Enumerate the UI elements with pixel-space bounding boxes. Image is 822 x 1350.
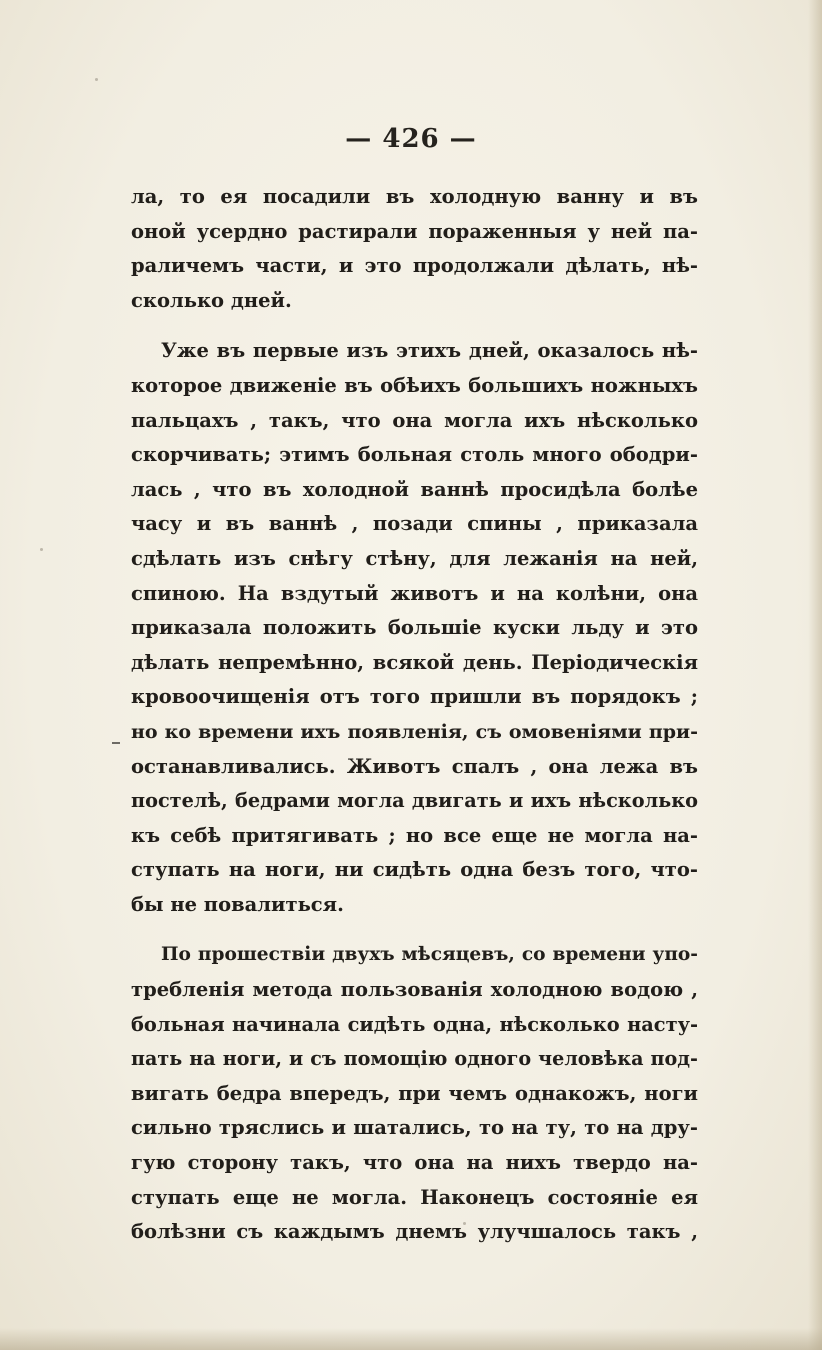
text-line: ступать на ноги, ни сидѣть одна безъ того, что-	[131, 858, 698, 882]
text-line: вигать бедра впередъ, при чемъ однакожъ, ноги	[131, 1081, 698, 1105]
text-line: бы не повалиться.	[131, 892, 344, 916]
text-line: сдѣлать изъ снѣгу стѣну, для лежанія на ней,	[131, 546, 698, 570]
paper-speck	[95, 78, 98, 81]
text-line: лась , что въ холодной ваннѣ просидѣла болѣе	[131, 477, 698, 501]
margin-mark	[112, 742, 120, 744]
text-line: къ себѣ притягивать ; но все еще не могла на-	[131, 823, 698, 847]
body-text	[131, 180, 698, 1250]
text-line: но ко времени ихъ появленія, съ омовеніями при-	[131, 720, 698, 743]
text-line: требленія метода пользованія холодною водою ,	[131, 978, 698, 1002]
text-line: болѣзни съ каждымъ днемъ улучшалось такъ ,	[131, 1220, 698, 1244]
text-line: гую сторону такъ, что она на нихъ твердо на-	[131, 1151, 698, 1175]
text-line: которое движеніе въ обѣихъ большихъ ножныхъ	[131, 373, 698, 397]
text-line: кровоочищенія отъ того пришли въ порядокъ ;	[131, 685, 698, 709]
page-edge-shadow	[808, 0, 822, 1350]
text-line: скорчивать; этимъ больная столь много ободри-	[131, 443, 698, 467]
text-line: сильно тряслись и шатались, то на ту, то на дру-	[131, 1116, 698, 1140]
text-line: больная начинала сидѣть одна, нѣсколько насту-	[131, 1012, 698, 1036]
text-line: спиною. На вздутый животъ и на колѣни, она	[131, 581, 698, 605]
text-line: сколько дней.	[131, 288, 292, 312]
paragraph-gap	[131, 922, 698, 938]
text-line: постелѣ, бедрами могла двигать и ихъ нѣсколько	[131, 789, 698, 813]
page-number: — 426 —	[345, 124, 477, 154]
text-line: ступать еще не могла. Наконецъ состояніе ея	[131, 1185, 698, 1209]
paragraph-gap	[131, 318, 698, 334]
text-line: ла, то ея посадили въ холодную ванну и въ	[131, 185, 698, 208]
text-line: приказала положить большіе куски льду и это	[131, 616, 698, 640]
text-line: Уже въ первые изъ этихъ дней, оказалось нѣ-	[161, 339, 698, 363]
text-line: пальцахъ , такъ, что она могла ихъ нѣсколько	[131, 408, 698, 432]
page-bottom-shadow	[0, 1328, 822, 1350]
paper-speck	[40, 548, 43, 551]
text-line: пать на ноги, и съ помощію одного человѣка под-	[131, 1047, 698, 1071]
text-line: оной усердно растирали пораженныя у ней па-	[131, 219, 698, 243]
text-line: раличемъ части, и это продолжали дѣлать, нѣ-	[131, 254, 698, 278]
text-line: По прошествіи двухъ мѣсяцевъ, со времени упо-	[161, 944, 698, 966]
text-line: дѣлать непремѣнно, всякой день. Періодическія	[131, 650, 698, 674]
text-line: останавливались. Животъ спалъ , она лежа въ	[131, 754, 698, 778]
text-line: часу и въ ваннѣ , позади спины , приказала	[131, 512, 698, 536]
